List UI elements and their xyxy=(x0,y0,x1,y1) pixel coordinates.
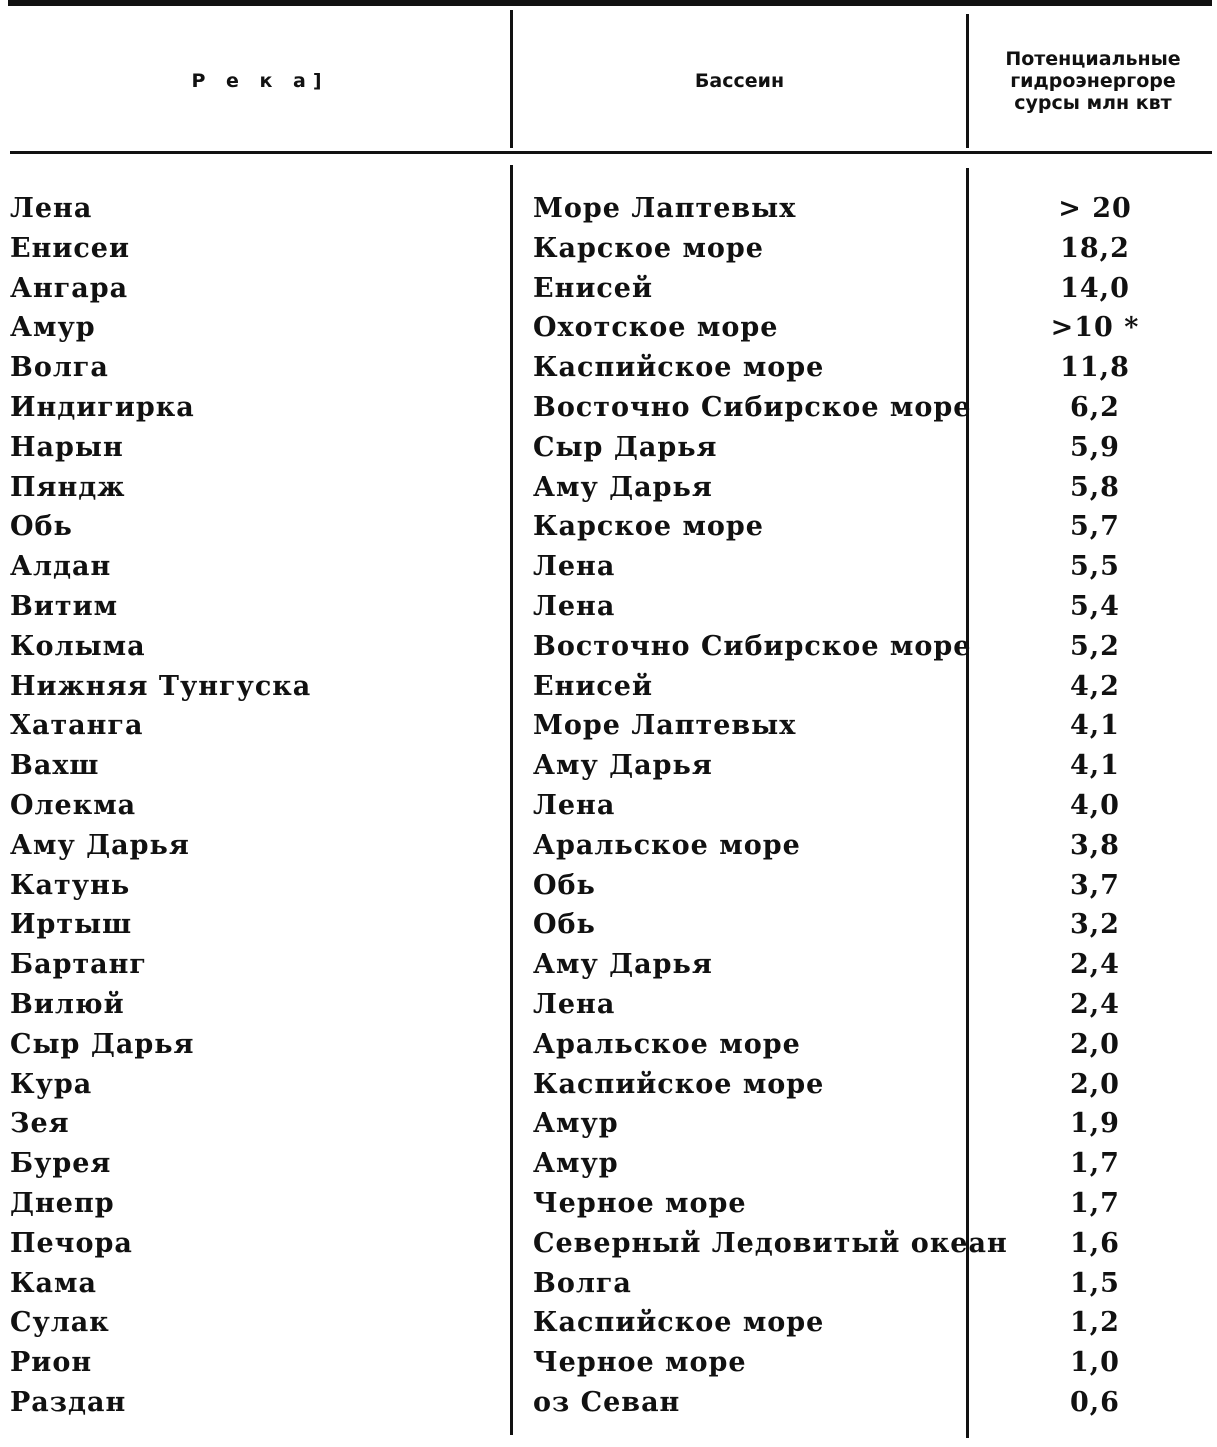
table-row xyxy=(0,1108,1217,1148)
table-row xyxy=(0,193,1217,233)
resource-value-cell: 1,0 xyxy=(1070,1347,1120,1379)
river-cell: Нарын xyxy=(10,431,124,463)
table-row xyxy=(0,870,1217,910)
basin-cell: Аму Дарья xyxy=(533,949,713,981)
top-rule xyxy=(8,0,1212,6)
header-resources-line-1: Потенциальные xyxy=(1005,47,1181,70)
table-row xyxy=(0,432,1217,472)
table-row xyxy=(0,312,1217,352)
header-rule xyxy=(10,151,1212,154)
basin-cell: Лена xyxy=(533,551,616,583)
resource-value-cell: 1,2 xyxy=(1070,1307,1120,1339)
resource-value-cell: >10 * xyxy=(1050,312,1140,344)
table-row xyxy=(0,273,1217,313)
resource-value-cell: 5,8 xyxy=(1070,471,1120,503)
basin-cell: Обь xyxy=(533,909,596,941)
resource-value-cell: 11,8 xyxy=(1060,352,1130,384)
resource-value-cell: 5,7 xyxy=(1070,511,1120,543)
river-cell: Обь xyxy=(10,511,73,543)
table-row xyxy=(0,1148,1217,1188)
river-cell: Сыр Дарья xyxy=(10,1028,195,1060)
resource-value-cell: 4,2 xyxy=(1070,670,1120,702)
header-basin: Бассеин xyxy=(694,69,785,92)
river-cell: Печора xyxy=(10,1227,133,1259)
river-cell: Индигирка xyxy=(10,391,195,423)
header-resources-line-3: сурсы млн квт xyxy=(1014,91,1172,114)
river-cell: Вахш xyxy=(10,750,100,782)
resource-value-cell: 5,9 xyxy=(1070,431,1120,463)
table-row xyxy=(0,472,1217,512)
table-row xyxy=(0,233,1217,273)
river-cell: Кама xyxy=(10,1267,98,1299)
table-row xyxy=(0,352,1217,392)
column-divider-1-header xyxy=(510,10,513,148)
resource-value-cell: 1,7 xyxy=(1070,1148,1120,1180)
basin-cell: Лена xyxy=(533,590,616,622)
river-cell: Вилюй xyxy=(10,988,125,1020)
table-row xyxy=(0,392,1217,432)
resource-value-cell: 6,2 xyxy=(1070,391,1120,423)
basin-cell: Карское море xyxy=(533,511,764,543)
resource-value-cell: 1,6 xyxy=(1070,1227,1120,1259)
table-row xyxy=(0,631,1217,671)
basin-cell: Охотское море xyxy=(533,312,779,344)
resource-value-cell: 4,1 xyxy=(1070,750,1120,782)
resource-value-cell: 1,5 xyxy=(1070,1267,1120,1299)
basin-cell: Каспийское море xyxy=(533,352,825,384)
river-cell: Аму Дарья xyxy=(10,829,190,861)
basin-cell: Лена xyxy=(533,789,616,821)
river-cell: Лена xyxy=(10,193,93,224)
resource-value-cell: 5,5 xyxy=(1070,551,1120,583)
basin-cell: Черное море xyxy=(533,1347,747,1379)
river-cell: Раздан xyxy=(10,1386,127,1418)
table-row xyxy=(0,1029,1217,1069)
basin-cell: Каспийское море xyxy=(533,1307,825,1339)
basin-cell: Каспийское море xyxy=(533,1068,825,1100)
river-cell: Бартанг xyxy=(10,949,147,981)
table-row xyxy=(0,1228,1217,1268)
table-row xyxy=(0,1188,1217,1228)
river-cell: Ангара xyxy=(10,272,129,304)
resource-value-cell: 0,6 xyxy=(1070,1386,1120,1418)
resource-value-cell: 1,9 xyxy=(1070,1108,1120,1140)
basin-cell: Волга xyxy=(533,1267,632,1299)
resource-value-cell: 5,4 xyxy=(1070,590,1120,622)
table-row xyxy=(0,551,1217,591)
river-cell: Сулак xyxy=(10,1307,110,1339)
basin-cell: Лена xyxy=(533,988,616,1020)
basin-cell: Черное море xyxy=(533,1187,747,1219)
river-cell: Рион xyxy=(10,1347,93,1379)
resource-value-cell: 3,8 xyxy=(1070,829,1120,861)
table-row xyxy=(0,1069,1217,1109)
river-cell: Витим xyxy=(10,590,119,622)
resource-value-cell: 14,0 xyxy=(1060,272,1130,304)
river-cell: Алдан xyxy=(10,551,112,583)
basin-cell: Восточно Сибирское море xyxy=(533,391,972,423)
basin-cell: Амур xyxy=(533,1148,619,1180)
table-row xyxy=(0,710,1217,750)
river-cell: Катунь xyxy=(10,869,131,901)
resource-value-cell: 2,0 xyxy=(1070,1068,1120,1100)
column-divider-2-header xyxy=(966,14,969,148)
basin-cell: Аму Дарья xyxy=(533,471,713,503)
header-resources-line-2: гидроэнергоре xyxy=(1010,69,1176,92)
resource-value-cell: 3,7 xyxy=(1070,869,1120,901)
resource-value-cell: 2,0 xyxy=(1070,1028,1120,1060)
basin-cell: оз Севан xyxy=(533,1386,681,1418)
basin-cell: Море Лаптевых xyxy=(533,193,797,224)
river-cell: Иртыш xyxy=(10,909,133,941)
header-resources xyxy=(969,10,1217,151)
river-cell: Бурея xyxy=(10,1148,112,1180)
table-row xyxy=(0,1268,1217,1308)
basin-cell: Аральское море xyxy=(533,829,801,861)
river-cell: Зея xyxy=(10,1108,70,1140)
basin-cell: Аральское море xyxy=(533,1028,801,1060)
table-row xyxy=(0,1307,1217,1347)
basin-cell: Восточно Сибирское море xyxy=(533,630,972,662)
basin-cell: Обь xyxy=(533,869,596,901)
river-cell: Пяндж xyxy=(10,471,126,503)
basin-cell: Амур xyxy=(533,1108,619,1140)
river-cell: Колыма xyxy=(10,630,146,662)
resource-value-cell: > 20 xyxy=(1058,193,1132,224)
river-cell: Амур xyxy=(10,312,96,344)
resource-value-cell: 4,0 xyxy=(1070,789,1120,821)
resource-value-cell: 18,2 xyxy=(1060,232,1130,264)
table-row xyxy=(0,671,1217,711)
basin-cell: Енисей xyxy=(533,670,654,702)
table-row xyxy=(0,1347,1217,1387)
resource-value-cell: 2,4 xyxy=(1070,988,1120,1020)
resource-value-cell: 1,7 xyxy=(1070,1187,1120,1219)
table-row xyxy=(0,750,1217,790)
table-row xyxy=(0,830,1217,870)
basin-cell: Море Лаптевых xyxy=(533,710,797,742)
river-cell: Днепр xyxy=(10,1187,115,1219)
table-row xyxy=(0,1387,1217,1427)
table-row xyxy=(0,989,1217,1029)
resource-value-cell: 5,2 xyxy=(1070,630,1120,662)
table-row xyxy=(0,949,1217,989)
resource-value-cell: 4,1 xyxy=(1070,710,1120,742)
table-row xyxy=(0,790,1217,830)
table-row xyxy=(0,909,1217,949)
table-body xyxy=(0,193,1217,1427)
river-cell: Олекма xyxy=(10,789,137,821)
river-cell: Волга xyxy=(10,352,109,384)
river-cell: Кура xyxy=(10,1068,93,1100)
basin-cell: Северный Ледовитый океан xyxy=(533,1227,1008,1259)
resource-value-cell: 3,2 xyxy=(1070,909,1120,941)
header-river: Р е к а] xyxy=(191,69,329,92)
table-row xyxy=(0,591,1217,631)
basin-cell: Сыр Дарья xyxy=(533,431,718,463)
basin-cell: Карское море xyxy=(533,232,764,264)
river-cell: Нижняя Тунгуска xyxy=(10,670,312,702)
river-cell: Енисеи xyxy=(10,232,131,264)
river-cell: Хатанга xyxy=(10,710,144,742)
resource-value-cell: 2,4 xyxy=(1070,949,1120,981)
basin-cell: Аму Дарья xyxy=(533,750,713,782)
table-row xyxy=(0,511,1217,551)
basin-cell: Енисей xyxy=(533,272,654,304)
